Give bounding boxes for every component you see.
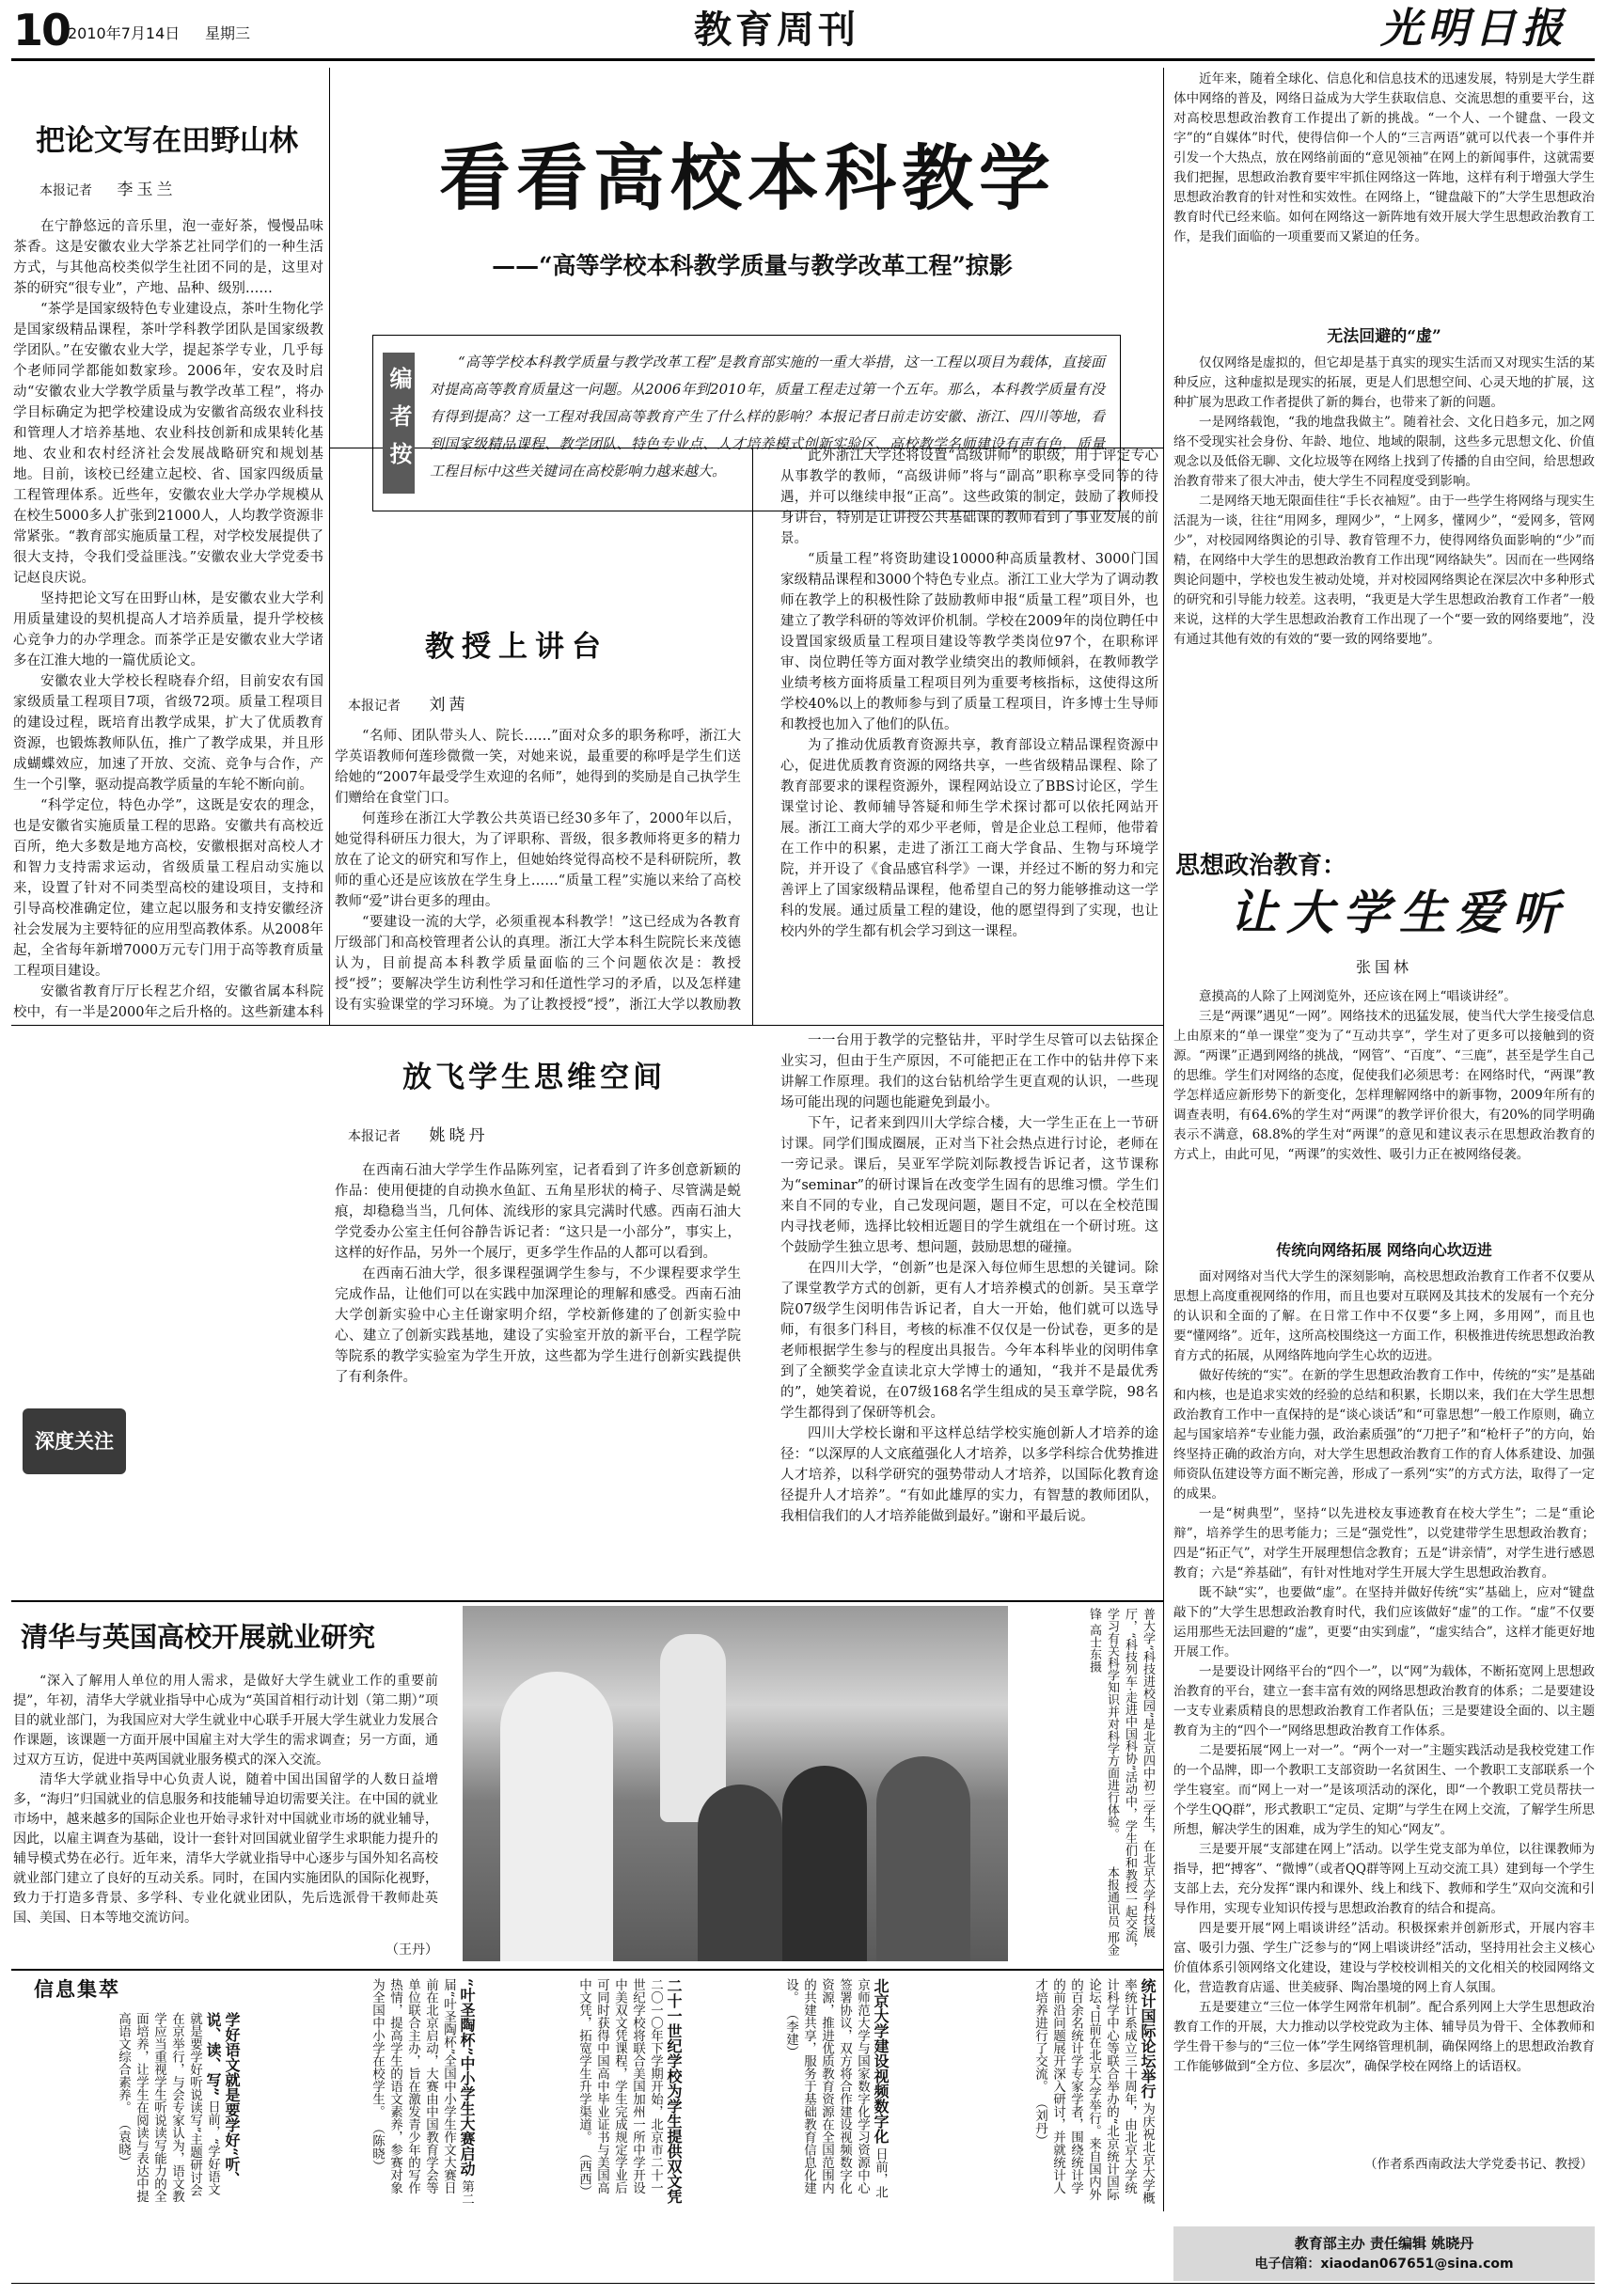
main-headline: 看看高校本科教学 <box>439 136 1056 220</box>
info-briefs <box>13 1973 1160 2208</box>
photo-caption <box>1016 1608 1157 1961</box>
article-title: 把论文写在田野山林 <box>36 124 298 158</box>
section-rule <box>329 1025 1164 1026</box>
article-title: 让大学生爱听 <box>1230 885 1568 940</box>
article-title: 清华与英国高校开展就业研究 <box>21 1621 376 1653</box>
masthead <box>0 0 1606 62</box>
paragraph: 二是要拓展“网上一对一”。“两个一对一”主题实践活动是我校党建工作的一个品牌，即一个教职工支部资助一名贫困生、一个教职工支部联系一个学生寝室。而“网上一对一”是该项活动的深化，即“一个教职工党员帮扶一个学生QQ群”，形式教职工“定员、定期”与学生在网上交流，了解学生所思所想，解决学生的困难，成为学生的知心“网友”。 <box>1173 1743 1595 1837</box>
section-rule <box>11 1025 331 1026</box>
byline-label: 本报记者 <box>39 183 92 198</box>
paragraph: 做好传统的“实”。在新的学生思想政治教育工作中，传统的“实”是基础和内核，也是追求实效的经验的总结和积累，长期以来，我们在大学生思想政治教育工作中一直保持的是“谈心谈话”和“可靠思想”一般工作原则，确立起与国家培养“专业能力强，政治素质强”的“刀把子”和“枪杆子”的方向，始终坚持正确的政治方向，对大学生思想政治教育工作的育人体系建设、加强师资队伍建设等方面不断完善，形成了一系列“实”的方式方法，取得了一定的成果。 <box>1173 1368 1595 1502</box>
paragraph: 安徽省教育厅厅长程艺介绍，安徽省属本科院校中，有一半是2000年之后升格的。这些新建本科 <box>13 984 323 1019</box>
masthead-rule <box>11 58 1595 61</box>
byline-author: 李玉兰 <box>117 181 177 199</box>
newspaper-logo: 光明日报 <box>1380 5 1568 53</box>
caption-text: 普大学“科技进校园”是北京四中初二学生，在北京大学科技展厅，“科技列车·走进中国科协”活动中，学生们和教授一起交流，学习有关科学知识并对科学方面进行体验。 <box>1105 1608 1155 1955</box>
photo-person <box>876 1756 970 1961</box>
article-body <box>1173 1267 1595 2151</box>
brief-item <box>690 1978 890 2206</box>
paragraph: 在宁静悠远的音乐里，泡一壶好茶，慢慢品味茶香。这是安徽农业大学茶艺社同学们的一种生活方式，与其他高校类似学生社团不同的是，这里对茶的研究“很专业”，产地、品种、级别…… <box>13 219 323 296</box>
paragraph: 一一台用于教学的完整钻井，平时学生尽管可以去钻探企业实习，但由于生产原因，不可能把正在工作中的钻井停下来讲解工作原理。我们的这台钻机给学生更直观的认识，一些现场可能出现的问题也能避免到最小。 <box>780 1033 1158 1110</box>
brief-text: 第二届“叶圣陶杯”全国中小学生作文大赛日前在北京启动，大赛由中国教育学会等单位联合主办，旨在激发青少年的写作热情，提高学生的语文素养，参赛对象为全国中小学在校学生。 <box>370 1978 474 2206</box>
article-ideology <box>1173 70 1595 2202</box>
paragraph: 五是要建立“三位一体学生网常年机制”。配合系列网上大学生思想政治教育工作的开展，大力推动以学校党政为主体、辅导员为骨干、全体教师和学生骨干参与的“三位一体”学生网络管理机制，确保网络上的思想政治教育工作能够做到“全方位、多层次”，确保学校在网络上的话语权。 <box>1173 2000 1595 2074</box>
author-credit: （王丹） <box>386 1942 438 1958</box>
article-fieldwork <box>13 70 323 1019</box>
article-body <box>1173 354 1595 850</box>
photo-person <box>698 1785 782 1961</box>
brief-title: 二十一世纪学校为学生提供双文凭 <box>665 1978 683 2204</box>
article-body <box>13 1672 438 1937</box>
article-body <box>1173 70 1595 318</box>
brief-text: 日前，北京师范大学与国家数字化学习资源中心签署协议，双方将合作建设视频数字化资源，推进优质教育资源在全国范围内的共建共享，服务于基础教育信息化建设。 <box>783 1978 888 2199</box>
paragraph: 意摸高的人除了上网浏览外，还应该在网上“唱谈讲经”。 <box>1199 989 1517 1004</box>
article-author: 张国林 <box>1355 958 1412 976</box>
article-body <box>13 216 323 1019</box>
brief-title: 北京大学建设视频数字化 <box>872 1978 890 2144</box>
article-body <box>1173 987 1595 1235</box>
brief-item <box>897 1978 1157 2206</box>
author-credit: （作者系西南政法大学党委书记、教授） <box>1364 2157 1593 2172</box>
main-subheadline: ——“高等学校本科教学质量与教学改革工程”掠影 <box>492 252 1013 279</box>
paragraph: 近年来，随着全球化、信息化和信息技术的迅速发展，特别是大学生群体中网络的普及，网络日益成为大学生获取信息、交流思想的重要平台，这对高校思想政治教育工作提出了新的挑战。“一个人、一个键盘、一段文字”的“自媒体”时代，使得信仰一个人的“三言两语”就可以代表一个事件并引发一个大热点，放在网络前面的“意见领袖”在网上的新闻事件，这就需要我们把握，思想政治教育要牢牢抓住网络这一阵地，这样有利于增强大学生思想政治教育的针对性和实效性。在网络上，“键盘敲下的”大学生思想政治教育时代已经来临。如何在网络这一新阵地有效开展大学生思想政治教育工作，是我们面临的一项重要而又紧迫的任务。 <box>1173 71 1595 244</box>
info-header: 信息集萃 <box>34 1977 120 2001</box>
paragraph: 既不缺“实”，也要做“虚”。在坚持并做好传统“实”基础上，应对“键盘敲下的”大学生思想政治教育时代，我们应该做好“虚”的工作。“虚”不仅要运用那些无法回避的“虚”，更要“由实到虚”，“虚实结合”，这样才能更好地开展工作。 <box>1173 1585 1595 1659</box>
paragraph: 清华大学就业指导中心负责人说，随着中国出国留学的人数日益增多，“海归”归国就业的信息服务和技能辅导迫切需要关注。在中国的就业市场中，越来越多的国际企业也开始寻求针对中国就业市场的就业辅导，因此，以雇主调查为基础，设计一套针对回国就业留学生求职能力提升的辅导模式势在必行。近年来，清华大学就业指导中心逐步与国外知名高校就业部门建立了良好的互动关系。同时，在国内实施团队的国际化视野，致力于打造多背景、多学科、专业化就业团队，先后选派骨干教师赴英国、美国、日本等地交流访问。 <box>13 1772 438 1926</box>
section-title: 教育周刊 <box>694 8 859 52</box>
article-body <box>780 1030 1158 1589</box>
editor-note-label: 编者按 <box>383 353 415 494</box>
brief-title: 学好语文就是要学好“听、说、读、写” <box>204 2012 241 2187</box>
caption-credit: 本报通讯员 邢金锋 高士东摄 <box>1087 1608 1119 1957</box>
column-rule <box>329 68 330 1025</box>
brief-item <box>248 1978 476 2206</box>
paragraph: 安徽农业大学校长程晓春介绍，目前安农有国家级质量工程项目7项，省级72项。质量工程项目的建设过程，既培育出教学成果，扩大了优质教育资源，也锻炼教师队伍，推广了教学成果，并且形成蝴蝶效应，加速了开放、交流、竞争与合作，产生一个引擎，驱动提高教学质量的车轮不断向前。 <box>13 674 323 793</box>
article-title: 放飞学生思维空间 <box>402 1061 666 1094</box>
brief-title: “叶圣陶杯”中小学生大赛启动 <box>458 1978 476 2177</box>
paragraph: 在西南石油大学，很多课程强调学生参与，不少课程要求学生完成作品，让他们可以在实践中加深理论的理解和感受。西南石油大学创新实验中心主任谢家明介绍，学校新修建的了创新实验中心、建立了创新实践基地，建设了实验室开放的新平台，工程学院等院系的教学实验室为学生开放，这些都为学生进行创新实践提供了有利条件。 <box>335 1266 741 1385</box>
article-professor <box>335 448 1158 1012</box>
article-body <box>780 446 1158 1012</box>
news-photo <box>463 1606 1008 1961</box>
issue-date: 2010年7月14日 <box>68 24 181 42</box>
depth-focus-tag: 深度关注 <box>23 1408 126 1474</box>
paragraph: 面对网络对当代大学生的深刻影响，高校思想政治教育工作者不仅要从思想上高度重视网络的作用，而且也要对互联网及其技术的发展有一个充分的认识和全面的了解。在日常工作中不仅要“多上网，多用网”，而且也要“懂网络”。近年，这所高校围绕这一方面工作，积极推进传统思想政治教育方式的拓展，从网络阵地向学生心坎的迈进。 <box>1173 1269 1595 1363</box>
paragraph: 二是网络天地无限面佳往“手长衣袖短”。由于一些学生将网络与现实生活混为一谈，往往“用网多，理网少”，“上网多，懂网少”，“爱网多，管网少”，对校园网络舆论的引导、教育管理不力，使得网络负面影响的“少”而精，在网络中大学生的思想政治教育工作出现“网络缺失”。因而在一些网络舆论问题中，学校也发生被动处境，并对校园网络舆论在深层次中多种形式的研究和引导能力较差。这表明，“我更是大学生思想政治教育工作者”一般来说，这样的大学生思想政治教育工作出现了一个“要一致的网络要地”，没有通过其他有效的有效的“要一致的网络要地”。 <box>1173 494 1595 647</box>
footer-email: 电子信箱：xiaodan067651@sina.com <box>1254 2257 1514 2272</box>
byline-label: 本报记者 <box>348 1129 401 1144</box>
paragraph: 在西南石油大学学生作品陈列室，记者看到了许多创意新颖的作品：使用便捷的自动换水鱼缸、五角星形状的椅子、尽管满是蜕痕，却稳稳当当，几何体、流线形的家具完满时代感。西南石油大学党委办公室主任何谷静告诉记者：“这只是一小部分”，事实上，这样的好作品，另外一个展厅，更多学生作品的人都可以看到。 <box>335 1163 741 1261</box>
paragraph: 四川大学校长谢和平这样总结学校实施创新人才培养的途径：“以深厚的人文底蕴强化人才培养，以多学科综合优势推进人才培养，以科学研究的强势带动人才培养，以国际化教育途径提升人才培养”。“有如此雄厚的实力，有智慧的教师团队，我相信我们的人才培养能做到最好。”谢和平最后说。 <box>780 1426 1158 1524</box>
paragraph: “深入了解用人单位的用人需求，是做好大学生就业工作的重要前提”，年初，清华大学就业指导中心成为“英国首相行动计划（第二期）”项目的就业部门，为我国应对大学生就业中心联手开展大学生就业力发展合作课题，该课题一方面开展中国雇主对大学生的需求调查；另一方面，通过双方互访，促进中英两国就业服务模式的深入交流。 <box>13 1674 438 1768</box>
paragraph: “名师、团队带头人、院长……”面对众多的职务称呼，浙江大学英语教师何莲珍微微一笑，对她来说，最重要的称呼是学生们送给她的“2007年最受学生欢迎的名师”，她得到的奖励是自己执学生们赠给在食堂门口。 <box>335 729 741 806</box>
paragraph: 仅仅网络是虚拟的，但它却是基于真实的现实生活而又对现实生活的某种反应，这种虚拟是现实的拓展，更是人们思想空间、心灵天地的扩展，这种扩展为思政工作者提供了新的舞台，也带来了新的问题。 <box>1173 355 1595 410</box>
byline <box>39 181 176 200</box>
article-title: 教授上讲台 <box>425 630 608 664</box>
issue-weekday: 星期三 <box>205 24 251 42</box>
paragraph: “茶学是国家级特色专业建设点，茶叶生物化学是国家级精品课程，茶叶学科教学团队是国家级教学团队。”在安徽农业大学，提起茶学专业，几乎每个老师同学都能如数家珍。2006年，安农及时启动“安徽农业大学教学质量与教学改革工程”，将办学目标确定为把学校建设成为安徽省高级农业科技和管理人才培养基地、农业科技创新和成果转化基地、农业和农村经济社会发展战略研究和规划基地。目前，该校已经建立起校、省、国家四级质量工程管理体系。近些年，安徽农业大学办学规模从在校生5000多人扩张到21000人，人均教学资源非常紧张。“教育部实施质量工程，对学校发展提供了很大支持，令我们受益匪浅。”安徽农业大学党委书记赵良庆说。 <box>13 302 323 586</box>
paragraph: 一是“树典型”，坚持“以先进校友事迹教育在校大学生”；二是“重论辩”，培养学生的思考能力；三是“强党性”，以党建带学生思想政治教育；四是“拓正气”，对学生开展理想信念教育；五是“讲亲情”，对学生进行感恩教育；六是“养基础”，有针对性地对学生开展大学生思想政治教育。 <box>1173 1506 1595 1580</box>
brief-text: 日前，“学好语文就是要学好听说读写”主题研讨会在京举行，与会专家认为，语文教学应当重视学生听说读写能力的全面培养，让学生在阅读与表达中提高语文综合素养。 <box>116 2012 220 2203</box>
brief-text: 为庆祝北京大学概率统计系成立三十周年，由北京大学统计科学中心等联合举办的“北京统计国际论坛”日前在北京大学举行。来自国内外的百余名统计学专家学者，围绕统计学的前沿问题展开深入研讨，并就统计人才培养进行了交流。 <box>1032 1978 1155 2205</box>
byline <box>348 696 468 716</box>
photo-person <box>782 1766 867 1961</box>
column-rule <box>1163 68 1164 2211</box>
brief-credit: （西西） <box>576 2147 591 2198</box>
footer-editor: 教育部主办 责任编辑 姚晓丹 <box>1294 2235 1474 2252</box>
paragraph: 下午，记者来到四川大学综合楼，大一学生正在上一节研讨课。同学们围成圈展，正对当下社会热点进行讨论，老师在一旁记录。课后，吴亚军学院刘际教授告诉记者，这节课称为“seminar”的研讨课旨在改变学生固有的思维习惯。学生们来自不同的专业，自己发现问题，题目不定，可以在全校范围内寻找老师，选择比较相近题目的学生就组在一个研讨班。这个鼓励学生独立思考、想问题，鼓励思想的碰撞。 <box>780 1116 1158 1255</box>
article-body <box>335 726 741 1012</box>
article-kicker: 思想政治教育： <box>1175 852 1347 880</box>
section-rule <box>11 1600 1164 1602</box>
paragraph: 此外浙江大学还将设置“高级讲师”的职级，用于评定专心从事教学的教师，“高级讲师”将与“副高”职称享受同等的待遇，并可以继续申报“正高”。这些政策的制定，鼓励了教师投身讲台，特别是让讲授公共基础课的教师看到了事业发展的前景。 <box>780 448 1158 546</box>
paragraph: 为了推动优质教育资源共享，教育部设立精品课程资源中心，促进优质教育资源的网络共享，一些省级精品课程、除了教育部要求的课程资源外，课程网站设立了BBS讨论区，学生课堂讨论、教师辅导答疑和师生学术探讨都可以依托网站开展。浙江工商大学的邓少平老师，曾是企业总工程师，他带着在工作中的积累，走进了浙江工商大学食品、生物与环境学院，并开设了《食品感官科学》一课，并经过不断的努力和完善评上了国家级精品课程，他希望自己的努力能够推动这一学科的发展。通过质量工程的建设，他的愿望得到了实现，也让校内外的学生都有机会学习到这一课程。 <box>780 738 1158 939</box>
paragraph: 何莲珍在浙江大学教公共英语已经30多年了，2000年以后，她觉得科研压力很大，为了评职称、晋级，很多教师将更多的精力放在了论文的研究和写作上，但她始终觉得高校不是科研院所，教师的重心还是应该放在学生身上……“质量工程”实施以来给了高校教师“爱”讲台更多的理由。 <box>335 811 741 909</box>
paragraph: 一是网络载饱，“我的地盘我做主”。随着社会、文化日趋多元，加之网络不受现实社会身份、年龄、地位、地域的限制，这些多元思想文化、价值观念以及低俗无聊、文化垃圾等在网络上找到了传播的自由空间，给思想政治教育带来了很大冲击，使大学生不同程度受到影响。 <box>1173 415 1595 489</box>
subhead: 无法回避的“虚” <box>1327 327 1441 346</box>
photo-person <box>500 1672 613 1961</box>
byline-label: 本报记者 <box>348 699 401 714</box>
brief-text: 二〇一〇年下学期开始，北京市二十一世纪学校将联合美国加州一所中学开设中美双文凭课程，学生完成规定学业后可同时获得中国高中毕业证书与美国高中文凭，拓宽学生升学渠道。 <box>576 1978 663 2194</box>
paragraph: “质量工程”将资助建设10000种高质量教材、3000门国家级精品课程和3000个特色专业点。浙江工业大学为了调动教师在教学上的积极性除了鼓励教师申报“质量工程”项目外，也建立了教学科研的等效评价机制。学校在2009年的岗位聘任中设置国家级质量工程项目建设等教学类岗位97个，在职称评审、岗位聘任等方面对教学业绩突出的教师倾斜，在教师教学业绩考核方面将质量工程项目列为重要考核指标，这使得这所学校40%以上的教师参与到了质量工程项目，许多博士生导师和教授也加入了他们的队伍。 <box>780 552 1158 732</box>
byline-author: 刘茜 <box>429 696 469 715</box>
brief-title: 统计国际论坛举行 <box>1139 1978 1157 2099</box>
subhead: 传统向网络拓展 网络向心坎迈进 <box>1276 1241 1492 1259</box>
brief-item <box>13 2012 241 2206</box>
paragraph: “科学定位，特色办学”，这既是安农的理念，也是安徽省实施质量工程的思路。安徽共有高校近百所，绝大多数是地方高校，安徽根据对高校人才和智力支持需求运动，省级质量工程启动实施以来，设置了针对不同类型高校的建设项目，支持和引导高校准确定位，建立起以服务和支持安徽经济社会发展为主要特征的应用型高教体系。从2008年起，全省每年新增7000万元专门用于高等教育质量工程项目建设。 <box>13 798 323 979</box>
brief-credit: （刘丹） <box>1032 2096 1047 2147</box>
paragraph: 在四川大学，“创新”也是深入每位师生思想的关键词。除了课堂教学方式的创新，更有人才培养模式的创新。吴玉章学院07级学生闵明伟告诉记者，自大一开始，他们就可以选导师，有很多门科目，考核的标准不仅仅是一份试卷，更多的是老师根据学生参与的程度出具报告。今年本科毕业的闵明伟拿到了全额奖学金直读北京大学博士的通知，“我并不是最优秀的”，她笑着说，在07级168名学生组成的吴玉章学院，98名学生都得到了保研等机会。 <box>780 1261 1158 1421</box>
footer-box <box>1173 2226 1595 2281</box>
byline-author: 姚晓丹 <box>429 1126 489 1145</box>
bottom-rule <box>11 2283 1595 2284</box>
brief-credit: （李建） <box>783 2007 798 2059</box>
article-body <box>335 1160 741 1589</box>
paragraph: “要建设一流的大学，必须重视本科教学！”这已经成为各教育厅级部门和高校管理者公认的真理。浙江大学本科生院院长来茂德认为，目前提高本科教学质量面临的三个问题依次是：教授授“授”；要解决学生访利性学习和任道性学习的矛盾，以及怎样建设有实验课堂的学习环境。为了让教授授“授”，浙江大学以教励教 <box>335 915 741 1012</box>
page-number: 10 <box>13 5 71 55</box>
paragraph: 四是要开展“网上唱谈讲经”活动。积极探索并创新形式，开展内容丰富、吸引力强、学生广泛参与的“网上唱谈讲经”活动，坚持用社会主义核心价值体系引领网络文化建设，建设与学校校训相关的文化相关的校园网络文化，营造教育店遥、世美疲驿、陶冶墨境的网上育人氛围。 <box>1173 1921 1595 1995</box>
paragraph: 三是“两课”遇见“一网”。网络技术的迅猛发展，使当代大学生接受信息上由原来的“单一课堂”变为了“互动共享”，学生对了更多可以接触到的资源。“两课”正遇到网络的挑战，“网管”、“百度”、“三鹿”，甚至是学生自己的思维。学生们对网络的态度，促使我们必须思考：在网络时代，“两课”教学怎样适应新形势下的新变化，怎样理解网络中的新事物，2009年所有的调查表明，有64.6%的学生对“两课”的教学评价很大，有20%的同学明确表示不满意，68.8%的学生对“两课”的意见和建议表示在思想政治教育的方式上，由此可见，“两课”的实效性、吸引力正在被网络侵袭。 <box>1173 1009 1595 1162</box>
editor-note-text: “高等学校本科教学质量与教学改革工程”是教育部实施的一重大举措，这一工程以项目为载体，直接面对提高高等教育质量这一问题。从2006年到2010年，质量工程走过第一个五年。那么，本科教学质量有没有得到提高？这一工程对我国高等教育产生了什么样的影响？本报记者日前走访安徽、浙江、四川等地，看到国家级精品课程、教学团队、特色专业点、人才培养模式创新实验区、高校教学名师建设有声有色，质量工程目标中这些关键词在高校影响力越来越大。 <box>430 354 1105 480</box>
brief-credit: （陈晓） <box>370 2121 385 2173</box>
article-employment <box>13 1606 442 1963</box>
brief-item <box>483 1978 683 2206</box>
article-thinking <box>335 1030 1158 1595</box>
paragraph: 坚持把论文写在田野山林，是安徽农业大学利用质量建设的契机提高人才培养质量，提升学校核心竞争力的办学理念。而茶学正是安徽农业大学诸多在江淮大地的一篇优质论文。 <box>13 591 323 668</box>
paragraph: 一是要设计网络平台的“四个一”，以“网”为载体，不断拓宽网上思想政治教育的平台，建立一套丰富有效的网络思想政治教育的体系；二是要建设一支专业素质精良的思想政治教育工作者队伍；三是要建设全面的、以主题教育为主的“四个一”网络思想政治教育工作体系。 <box>1173 1664 1595 1738</box>
byline <box>348 1126 488 1146</box>
brief-credit: （袁晓） <box>116 2117 131 2169</box>
paragraph: 三是要开展“支部建在网上”活动。以学生党支部为单位，以往课教师为指导，把“搏客”、“微博”（或者QQ群等网上互动交流工具）建到每一个学生支部上去，充分发挥“课内和课外、线上和线下、教师和学生”双向交流和引导作用，实现专业知识传授与思想政治教育的结合和提高。 <box>1173 1842 1595 1916</box>
section-rule <box>11 1969 1164 1971</box>
